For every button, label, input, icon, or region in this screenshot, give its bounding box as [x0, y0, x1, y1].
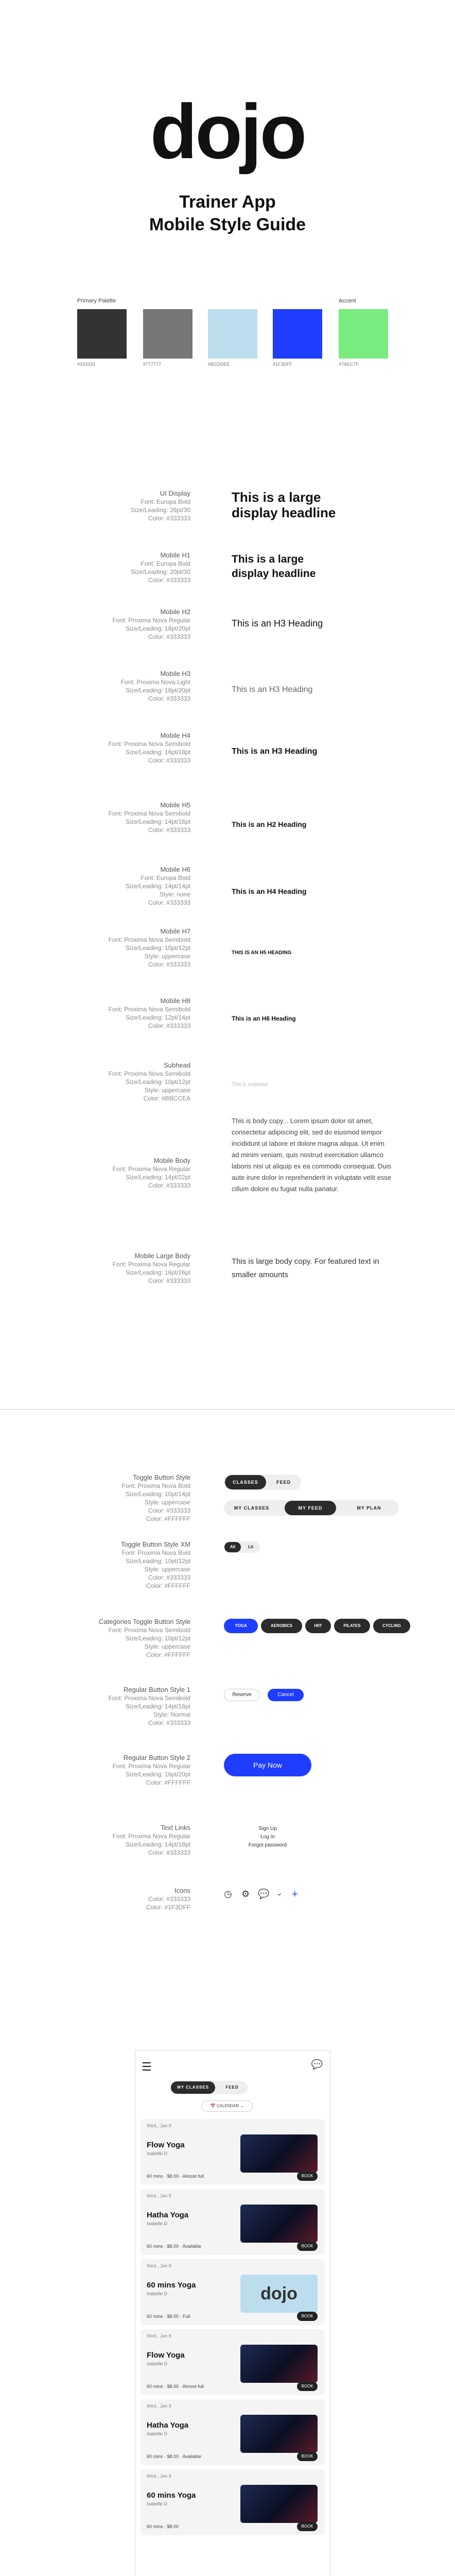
type-spec-large-body: Mobile Large Body Font: Proxima Nova Regular Size/Leading: 16pt/26pt Color: #333333 [112, 1252, 190, 1284]
toggle-group-1 [224, 1475, 301, 1490]
toggle-classes[interactable]: CLASSES [225, 1475, 266, 1489]
toggle-spec: Toggle Button Style Font: Proxima Nova Bold Size/Leading: 10pt/14pt Style: uppercase Color: #333333 Color: #FFFFFF [121, 1473, 190, 1522]
class-image [240, 2275, 318, 2313]
type-sample-body: This is body copy... Lorem ipsum dolor sit amet, consectetur adipiscing elit, sed do eiusmod tempor incididunt ut labore et dolore magna aliqua. Ut enim ad minim veniam, quis nostrud exercitation ullamco laboris nisi ut aliquip ex ea commodo consequat. Duis aute irure dolor in reprehenderit in voluptate velit esse cillum dolore eu fugiat nulla pariatur. [232, 1117, 392, 1193]
plus-icon: + [292, 1889, 298, 1900]
swatch-label: #333333 [77, 362, 96, 367]
reserve-button[interactable]: Reserve [224, 1689, 260, 1701]
category-row [224, 1619, 440, 1635]
icons-spec: Icons Color: #333333 Color: #1F3DFF [146, 1887, 190, 1911]
type-spec-ui-display: UI Display Font: Europa Bold Size/Leading: 26pt/30 Color: #333333 [130, 489, 190, 522]
logo: dojo [150, 88, 305, 175]
book-button[interactable]: BOOK [297, 2452, 318, 2461]
class-card[interactable]: Wed., Jan 8 Flow Yoga Isabelle D 60 mins · $8.00 · Almost full BOOK [141, 2329, 325, 2395]
class-image [240, 2205, 318, 2243]
class-image [240, 2134, 318, 2173]
type-spec-h5: Mobile H5 Font: Proxima Nova Semibold Size/Leading: 14pt/16pt Color: #333333 [108, 801, 190, 834]
gear-icon: ⚙ [241, 1889, 250, 1899]
chat-icon: 💬 [258, 1889, 270, 1899]
toggle-my-feed[interactable]: MY FEED [285, 1501, 336, 1515]
toggle-xm-lit[interactable]: Lit [248, 1545, 253, 1549]
book-button[interactable]: BOOK [297, 2382, 318, 2391]
category-cycling[interactable]: CYCLING [373, 1619, 410, 1633]
pay-now-button[interactable]: Pay Now [224, 1754, 311, 1776]
type-sample-h3: This is an H3 Heading [232, 685, 313, 694]
icon-row [224, 1889, 327, 1901]
text-links [237, 1825, 299, 1850]
swatch-2 [143, 309, 192, 359]
class-card[interactable]: Wed., Jan 8 Hatha Yoga Isabelle D 60 mins · $8.00 · Available BOOK [141, 2189, 325, 2255]
type-sample-h8: This is an H6 Heading [232, 1015, 296, 1022]
chevron-down-icon: ⌄ [276, 1889, 283, 1897]
doc-title [0, 191, 455, 236]
type-sample-h7: THIS IS AN H5 HEADING [232, 950, 292, 956]
class-image-logo: dojo [260, 2284, 297, 2303]
swatch-label: #1F3DFF [273, 362, 293, 367]
toggle-my-classes[interactable]: MY CLASSES [171, 2081, 215, 2094]
type-spec-h7: Mobile H7 Font: Proxima Nova Semibold Size/Leading: 10pt/12pt Style: uppercase Color: #333333 [108, 927, 190, 968]
swatch-label: #7AEC7F [339, 362, 359, 367]
category-yoga[interactable]: YOGA [224, 1619, 258, 1633]
category-hiit[interactable]: HIIT [305, 1619, 331, 1633]
regular1-spec: Regular Button Style 1 Font: Proxima Nova Semibold Size/Leading: 14pt/16pt Style: Normal Color: #333333 [108, 1686, 190, 1726]
clock-icon: ◷ [224, 1889, 232, 1899]
type-sample-h1: This is a large display headline [232, 553, 316, 580]
type-sample-h4: This is an H3 Heading [232, 747, 318, 756]
book-button[interactable]: BOOK [297, 2312, 318, 2321]
type-spec-h2: Mobile H2 Font: Proxima Nova Regular Size/Leading: 18pt/20pt Color: #333333 [112, 608, 190, 640]
class-card[interactable]: Wed., Jan 8 Hatha Yoga Isabelle D 60 mins · $8.00 · Available BOOK [141, 2399, 325, 2465]
category-aerobics[interactable]: AEROBICS [261, 1619, 302, 1633]
type-sample-h6: This is an H4 Heading [232, 887, 307, 895]
book-button[interactable]: BOOK [297, 2522, 318, 2531]
section-divider [0, 1409, 455, 1410]
log-in-link[interactable]: Log In [260, 1834, 275, 1840]
regular2-spec: Regular Button Style 2 Font: Proxima Nova Regular Size/Leading: 16pt/20pt Color: #FFFFFF [112, 1754, 190, 1786]
class-card[interactable]: Wed., Jan 8 60 mins Yoga Isabelle D 60 mins · $8.00 BOOK [141, 2469, 325, 2535]
toggle-group-2 [224, 1500, 399, 1516]
chat-icon[interactable]: 💬 [311, 2059, 323, 2070]
type-spec-h1: Mobile H1 Font: Europa Bold Size/Leading: 20pt/30 Color: #333333 [130, 551, 190, 584]
swatch-5 [339, 309, 388, 359]
type-sample-h2: This is an H3 Heading [232, 618, 323, 629]
type-sample-h5: This is an H2 Heading [232, 820, 307, 828]
text-links-spec: Text Links Font: Proxima Nova Regular Size/Leading: 14pt/18pt Color: #333333 [112, 1824, 190, 1856]
type-spec-h4: Mobile H4 Font: Proxima Nova Semibold Size/Leading: 16pt/18pt Color: #333333 [108, 732, 190, 764]
toggle-feed[interactable]: FEED [225, 2085, 239, 2090]
calendar-button[interactable]: 📅 CALENDAR ⌄ [201, 2100, 253, 2112]
calendar-label: CALENDAR [216, 2104, 239, 2108]
type-spec-h8: Mobile H8 Font: Proxima Nova Semibold Size/Leading: 12pt/14pt Color: #333333 [108, 997, 190, 1029]
book-button[interactable]: BOOK [297, 2242, 318, 2251]
cancel-button[interactable]: Cancel [268, 1689, 304, 1701]
doc-title-line2: Mobile Style Guide [149, 215, 306, 234]
menu-icon[interactable]: ☰ [142, 2060, 152, 2073]
schedule-screen [135, 2050, 330, 2576]
type-spec-h3: Mobile H3 Font: Proxima Nova Light Size/Leading: 18pt/20pt Color: #333333 [120, 670, 190, 702]
class-card[interactable]: Wed., Jan 8 Flow Yoga Isabelle D 60 mins · $8.00 · Almost full BOOK [141, 2119, 325, 2185]
class-image [240, 2485, 318, 2523]
type-spec-body: Mobile Body Font: Proxima Nova Regular Size/Leading: 14pt/22pt Color: #333333 [112, 1157, 190, 1189]
swatch-4 [273, 309, 322, 359]
swatch-label: #BCDDEE [208, 362, 230, 367]
type-sample-ui-display: This is a large display headline [232, 489, 336, 520]
classes-feed-toggle [170, 2081, 248, 2094]
toggle-xm-group [224, 1541, 260, 1553]
toggle-xm-all[interactable]: All [224, 1542, 241, 1552]
type-spec-subhead: Subhead Font: Proxima Nova Semibold Size/Leading: 10pt/12pt Style: uppercase Color: #BBCCEA [108, 1061, 190, 1102]
sign-up-link[interactable]: Sign Up [258, 1826, 277, 1832]
categories-spec: Categories Toggle Button Style Font: Proxima Nova Semibold Size/Leading: 10pt/12pt Style: uppercase Color: #FFFFFF [98, 1618, 190, 1658]
accent-palette-label: Accent [339, 298, 356, 304]
book-button[interactable]: BOOK [297, 2172, 318, 2181]
forgot-password-link[interactable]: Forgot password [248, 1842, 287, 1848]
toggle-feed[interactable]: FEED [276, 1480, 291, 1485]
class-image [240, 2345, 318, 2383]
toggle-my-classes[interactable]: MY CLASSES [234, 1505, 270, 1511]
type-spec-h6: Mobile H6 Font: Europa Bold Size/Leading: 14pt/14pt Style: none Color: #333333 [125, 866, 190, 906]
type-sample-large-body: This is large body copy. For featured text in smaller amounts [232, 1257, 379, 1279]
swatch-label: #777777 [143, 362, 162, 367]
class-image [240, 2415, 318, 2453]
class-card[interactable]: Wed., Jan 8 60 mins Yoga Isabelle D 60 mins · $8.00 · Full dojo BOOK [141, 2259, 325, 2325]
toggle-xm-spec: Toggle Button Style XM Font: Proxima Nova Bold Size/Leading: 10pt/12pt Style: uppercase Color: #333333 Color: #FFFFFF [120, 1540, 190, 1589]
swatch-3 [208, 309, 257, 359]
swatch-1 [77, 309, 127, 359]
primary-palette-label: Primary Palette [77, 298, 116, 304]
doc-title-line1: Trainer App [179, 192, 276, 212]
type-sample-subhead: This is subhead [232, 1082, 268, 1088]
toggle-my-plan[interactable]: MY PLAN [357, 1505, 381, 1511]
category-pilates[interactable]: PILATES [334, 1619, 370, 1633]
